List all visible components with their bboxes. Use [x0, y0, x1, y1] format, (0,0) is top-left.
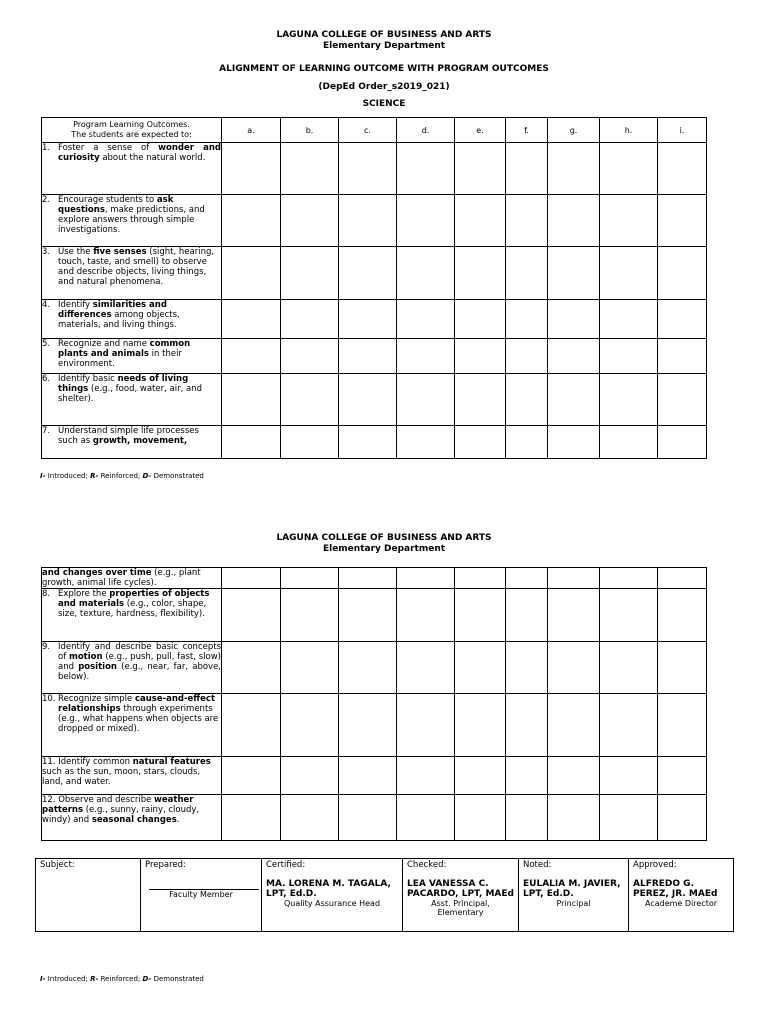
rating-cell	[222, 589, 281, 642]
rating-cell	[222, 642, 281, 694]
outcome-text	[42, 757, 221, 787]
outcome-text-part: Recognize and name	[58, 339, 150, 349]
rating-cell	[506, 568, 548, 589]
rating-cell	[600, 426, 658, 459]
plo-header-line2: The students are expected to:	[71, 130, 192, 139]
outcome-text-part: (e.g., sunny, rainy, cloudy, windy) and	[42, 805, 200, 825]
plo-header-line1: Program Learning Outcomes.	[73, 120, 190, 129]
outcome-text	[42, 374, 221, 404]
rating-cell	[397, 795, 455, 841]
rating-cell	[397, 247, 455, 300]
rating-cell	[600, 143, 658, 195]
outcome-cell	[42, 795, 222, 841]
noted-label: Noted:	[523, 860, 552, 870]
rating-cell	[658, 795, 707, 841]
rating-cell	[548, 589, 600, 642]
outcome-cell	[42, 300, 222, 339]
certified-role: Quality Assurance Head	[283, 899, 381, 908]
outcome-text-part: Identify basic	[58, 374, 118, 384]
rating-cell	[600, 195, 658, 247]
rating-cell	[506, 642, 548, 694]
rating-cell	[658, 195, 707, 247]
table-row	[42, 642, 707, 694]
rating-cell	[455, 247, 506, 300]
outcome-text-part: 12. Observe and describe	[42, 795, 155, 805]
rating-cell	[222, 426, 281, 459]
rating-cell	[397, 374, 455, 426]
outcome-cell	[42, 568, 222, 589]
column-header-d: d.	[397, 118, 455, 143]
outcome-text	[42, 642, 221, 682]
alignment-table	[41, 117, 707, 459]
rating-cell	[506, 247, 548, 300]
rating-cell	[281, 795, 339, 841]
outcome-text-part: among objects, materials, and living things.	[58, 310, 180, 330]
rating-cell	[548, 374, 600, 426]
rating-cell	[455, 374, 506, 426]
outcome-description	[58, 143, 221, 163]
rating-cell	[339, 195, 397, 247]
rating-cell	[222, 195, 281, 247]
rating-cell	[281, 694, 339, 757]
rating-cell	[600, 694, 658, 757]
outcome-key-phrase: cause-and-effect relationships	[58, 694, 216, 714]
legend-i: I-	[40, 975, 46, 983]
checked-role: Asst. Principal, Elementary	[431, 899, 490, 917]
rating-cell	[222, 300, 281, 339]
rating-cell	[548, 795, 600, 841]
table-row	[42, 589, 707, 642]
rating-cell	[281, 589, 339, 642]
outcome-description	[42, 757, 221, 787]
rating-cell	[222, 694, 281, 757]
outcome-text-part: (sight, hearing, touch, taste, and smell) to observe and describe objects, living things, and natural phenomena.	[58, 247, 215, 287]
rating-cell	[222, 247, 281, 300]
alignment-table-continued	[41, 567, 707, 841]
noted-name: EULALIA M. JAVIER, LPT, Ed.D.	[523, 879, 621, 899]
rating-cell	[548, 195, 600, 247]
subject-title: SCIENCE	[362, 99, 406, 109]
rating-cell	[397, 300, 455, 339]
rating-cell	[506, 426, 548, 459]
table-row	[42, 757, 707, 795]
outcome-text-part: through experiments (e.g., what happens when objects are dropped or mixed).	[58, 704, 219, 734]
outcome-text	[42, 589, 221, 619]
rating-cell	[600, 300, 658, 339]
outcome-text-part: about the natural world.	[99, 153, 206, 163]
approved-name: ALFREDO G. PEREZ, JR. MAEd	[633, 879, 718, 899]
deped-order: (DepEd Order_s2019_021)	[318, 82, 450, 92]
rating-cell	[455, 795, 506, 841]
outcome-cell	[42, 247, 222, 300]
outcome-description	[58, 589, 221, 619]
table-header-row	[42, 118, 707, 143]
rating-cell	[506, 757, 548, 795]
outcome-key-phrase: motion	[68, 652, 103, 662]
approved-role: Academe Director	[644, 899, 718, 908]
rating-cell	[455, 339, 506, 374]
legend-r: R-	[90, 472, 99, 480]
rating-cell	[455, 757, 506, 795]
rating-cell	[339, 247, 397, 300]
rating-cell	[397, 426, 455, 459]
legend-r: R-	[90, 975, 99, 983]
rating-cell	[506, 339, 548, 374]
rating-cell	[222, 757, 281, 795]
outcome-text-part: (e.g., color, shape, size, texture, hardness, flexibility).	[58, 599, 207, 619]
outcome-description	[58, 426, 221, 446]
rating-cell	[506, 589, 548, 642]
outcome-text-part: .	[176, 815, 180, 825]
outcome-number: 4.	[42, 300, 51, 310]
rating-cell	[281, 339, 339, 374]
outcome-key-phrase: ask questions	[58, 195, 174, 215]
table-row	[42, 374, 707, 426]
outcome-text-part: (e.g., plant growth, animal life cycles).	[42, 568, 201, 588]
school-name-p2: LAGUNA COLLEGE OF BUSINESS AND ARTS	[276, 533, 492, 543]
rating-cell	[548, 426, 600, 459]
outcome-cell	[42, 374, 222, 426]
rating-cell	[506, 300, 548, 339]
outcome-text	[42, 795, 221, 825]
document-title: ALIGNMENT OF LEARNING OUTCOME WITH PROGRAM OUTCOMES	[219, 64, 549, 74]
outcome-number: 10.	[42, 694, 56, 704]
checked-cell	[403, 859, 519, 932]
legend-d: D-	[142, 975, 152, 983]
table-row	[42, 339, 707, 374]
rating-cell	[339, 757, 397, 795]
outcome-description	[58, 642, 221, 682]
outcome-text-part: (e.g., food, water, air, and shelter).	[58, 384, 202, 404]
outcome-text	[42, 195, 221, 235]
legend-d-text: Demonstrated	[151, 975, 204, 983]
rating-cell	[455, 426, 506, 459]
rating-cell	[658, 143, 707, 195]
rating-cell	[455, 195, 506, 247]
outcome-text-part: Use the	[58, 247, 94, 257]
school-name: LAGUNA COLLEGE OF BUSINESS AND ARTS	[276, 30, 492, 40]
rating-cell	[339, 642, 397, 694]
rating-cell	[506, 143, 548, 195]
rating-cell	[281, 374, 339, 426]
outcome-cell	[42, 642, 222, 694]
outcome-description	[58, 247, 221, 287]
outcome-key-phrase: weather patterns	[42, 795, 194, 815]
rating-cell	[548, 247, 600, 300]
outcome-key-phrase: needs of living things	[58, 374, 189, 394]
rating-cell	[600, 589, 658, 642]
outcome-key-phrase: five senses	[93, 247, 147, 257]
rating-cell	[658, 642, 707, 694]
approved-label: Approved:	[633, 860, 677, 870]
outcome-text-part: Foster a sense of	[58, 143, 159, 153]
outcome-cell	[42, 143, 222, 195]
rating-cell	[506, 374, 548, 426]
outcome-key-phrase: properties of objects and materials	[58, 589, 210, 609]
outcome-text-part: Understand simple life processes such as	[58, 426, 199, 446]
outcome-text-part: Identify	[58, 300, 93, 310]
rating-cell	[658, 568, 707, 589]
legend-i-text: Introduced;	[45, 975, 91, 983]
column-header-b: b.	[281, 118, 339, 143]
outcome-description	[42, 568, 221, 588]
outcome-text-part: Explore the	[58, 589, 110, 599]
column-header-h: h.	[600, 118, 658, 143]
rating-cell	[600, 568, 658, 589]
rating-cell	[600, 642, 658, 694]
outcome-description	[58, 339, 221, 369]
outcome-number: 6.	[42, 374, 51, 384]
column-header-a: a.	[222, 118, 281, 143]
checked-name: LEA VANESSA C. PACARDO, LPT, MAEd	[407, 879, 514, 899]
column-header-e: e.	[455, 118, 506, 143]
outcome-key-phrase: and changes over time	[42, 568, 152, 578]
column-header-i: i.	[658, 118, 707, 143]
outcome-text-part: (e.g., near, far, above, below).	[58, 662, 221, 682]
rating-cell	[455, 694, 506, 757]
rating-cell	[397, 694, 455, 757]
rating-cell	[339, 795, 397, 841]
outcome-text	[42, 300, 221, 330]
prepared-label: Prepared:	[145, 860, 186, 870]
legend-d-text: Demonstrated	[151, 472, 204, 480]
rating-cell	[548, 757, 600, 795]
rating-cell	[281, 642, 339, 694]
rating-cell	[222, 374, 281, 426]
outcome-description	[42, 795, 221, 825]
table-row	[42, 247, 707, 300]
outcome-text-part: in their environment.	[58, 349, 182, 369]
rating-cell	[281, 757, 339, 795]
outcome-cell	[42, 426, 222, 459]
subject-label: Subject:	[40, 860, 75, 870]
rating-cell	[281, 143, 339, 195]
department-name-p2: Elementary Department	[322, 544, 446, 554]
rating-cell	[339, 339, 397, 374]
rating-cell	[222, 143, 281, 195]
rating-cell	[281, 247, 339, 300]
outcome-number: 9.	[42, 642, 51, 652]
rating-cell	[397, 195, 455, 247]
rating-cell	[397, 568, 455, 589]
outcome-text	[42, 426, 221, 446]
table-row	[42, 795, 707, 841]
rating-cell	[658, 757, 707, 795]
rating-cell	[339, 374, 397, 426]
rating-cell	[658, 247, 707, 300]
outcome-cell	[42, 339, 222, 374]
rating-cell	[222, 339, 281, 374]
table-row	[42, 143, 707, 195]
legend-i: I-	[40, 472, 46, 480]
rating-cell	[281, 300, 339, 339]
outcome-number: 1.	[42, 143, 51, 153]
rating-cell	[506, 795, 548, 841]
rating-cell	[397, 143, 455, 195]
rating-cell	[281, 195, 339, 247]
outcome-number: 3.	[42, 247, 51, 257]
rating-cell	[222, 795, 281, 841]
outcome-text	[42, 694, 221, 734]
legend	[40, 472, 204, 480]
signature-block	[35, 858, 734, 932]
outcome-key-phrase: position	[78, 662, 117, 672]
rating-cell	[658, 589, 707, 642]
outcome-text-part: such as the sun, moon, stars, clouds, land, and water.	[42, 767, 201, 787]
outcome-text-part: Recognize simple	[58, 694, 135, 704]
outcome-text-part: Identify and describe basic concepts of	[58, 642, 221, 662]
outcome-text	[42, 339, 221, 369]
outcome-description	[58, 694, 221, 734]
outcome-text-part: Encourage students to	[58, 195, 157, 205]
rating-cell	[548, 642, 600, 694]
outcome-description	[58, 195, 221, 235]
checked-label: Checked:	[407, 860, 447, 870]
table-row	[42, 568, 707, 589]
rating-cell	[600, 757, 658, 795]
rating-cell	[548, 694, 600, 757]
rating-cell	[455, 642, 506, 694]
outcome-key-phrase: wonder and curiosity	[58, 143, 221, 163]
rating-cell	[455, 568, 506, 589]
rating-cell	[600, 247, 658, 300]
noted-role: Principal	[556, 899, 591, 908]
column-header-c: c.	[339, 118, 397, 143]
legend-p2	[40, 975, 204, 983]
rating-cell	[339, 300, 397, 339]
department-name: Elementary Department	[322, 41, 446, 51]
legend-i-text: Introduced;	[45, 472, 91, 480]
plo-header	[42, 118, 222, 143]
outcome-text	[42, 568, 221, 588]
outcome-cell	[42, 195, 222, 247]
table-row	[42, 694, 707, 757]
table-row	[42, 300, 707, 339]
rating-cell	[455, 300, 506, 339]
outcome-text-part: , make predictions, and explore answers through simple investigations.	[58, 205, 205, 235]
outcome-text	[42, 247, 221, 287]
rating-cell	[397, 339, 455, 374]
legend-d: D-	[142, 472, 152, 480]
rating-cell	[506, 694, 548, 757]
outcome-description	[58, 300, 221, 330]
outcome-key-phrase: seasonal changes	[91, 815, 177, 825]
rating-cell	[658, 426, 707, 459]
rating-cell	[658, 339, 707, 374]
rating-cell	[281, 426, 339, 459]
approved-cell	[629, 859, 734, 932]
rating-cell	[548, 143, 600, 195]
certified-label: Certified:	[266, 860, 306, 870]
rating-cell	[339, 589, 397, 642]
table-row	[42, 195, 707, 247]
outcome-key-phrase: natural features	[132, 757, 211, 767]
legend-r-text: Reinforced;	[98, 472, 143, 480]
column-header-g: g.	[548, 118, 600, 143]
rating-cell	[339, 568, 397, 589]
certified-cell	[262, 859, 403, 932]
rating-cell	[455, 143, 506, 195]
outcome-description	[58, 374, 221, 404]
rating-cell	[548, 300, 600, 339]
prepared-cell	[141, 859, 262, 932]
rating-cell	[222, 568, 281, 589]
column-header-f: f.	[506, 118, 548, 143]
rating-cell	[455, 589, 506, 642]
outcome-text-part: (e.g., push, pull, fast, slow) and	[58, 652, 221, 672]
outcome-key-phrase: similarities and differences	[58, 300, 167, 320]
rating-cell	[658, 374, 707, 426]
outcome-cell	[42, 694, 222, 757]
rating-cell	[506, 195, 548, 247]
outcome-text-part: 11. Identify common	[42, 757, 133, 767]
outcome-number: 2.	[42, 195, 51, 205]
outcome-number: 5.	[42, 339, 51, 349]
rating-cell	[397, 589, 455, 642]
outcome-text	[42, 143, 221, 163]
rating-cell	[281, 568, 339, 589]
outcome-cell	[42, 589, 222, 642]
table-row	[42, 426, 707, 459]
rating-cell	[600, 339, 658, 374]
rating-cell	[548, 339, 600, 374]
legend-r-text: Reinforced;	[98, 975, 143, 983]
rating-cell	[658, 300, 707, 339]
noted-cell	[519, 859, 629, 932]
certified-name: MA. LORENA M. TAGALA, LPT, Ed.D.	[266, 879, 391, 899]
rating-cell	[600, 795, 658, 841]
subject-cell	[36, 859, 141, 932]
outcome-number: 7.	[42, 426, 51, 436]
rating-cell	[339, 143, 397, 195]
rating-cell	[397, 642, 455, 694]
outcome-cell	[42, 757, 222, 795]
outcome-number: 8.	[42, 589, 51, 599]
outcome-key-phrase: growth, movement,	[92, 436, 188, 446]
rating-cell	[548, 568, 600, 589]
rating-cell	[600, 374, 658, 426]
rating-cell	[397, 757, 455, 795]
prepared-role: Faculty Member	[169, 890, 233, 899]
rating-cell	[339, 426, 397, 459]
rating-cell	[658, 694, 707, 757]
outcome-key-phrase: common plants and animals	[58, 339, 191, 359]
rating-cell	[339, 694, 397, 757]
